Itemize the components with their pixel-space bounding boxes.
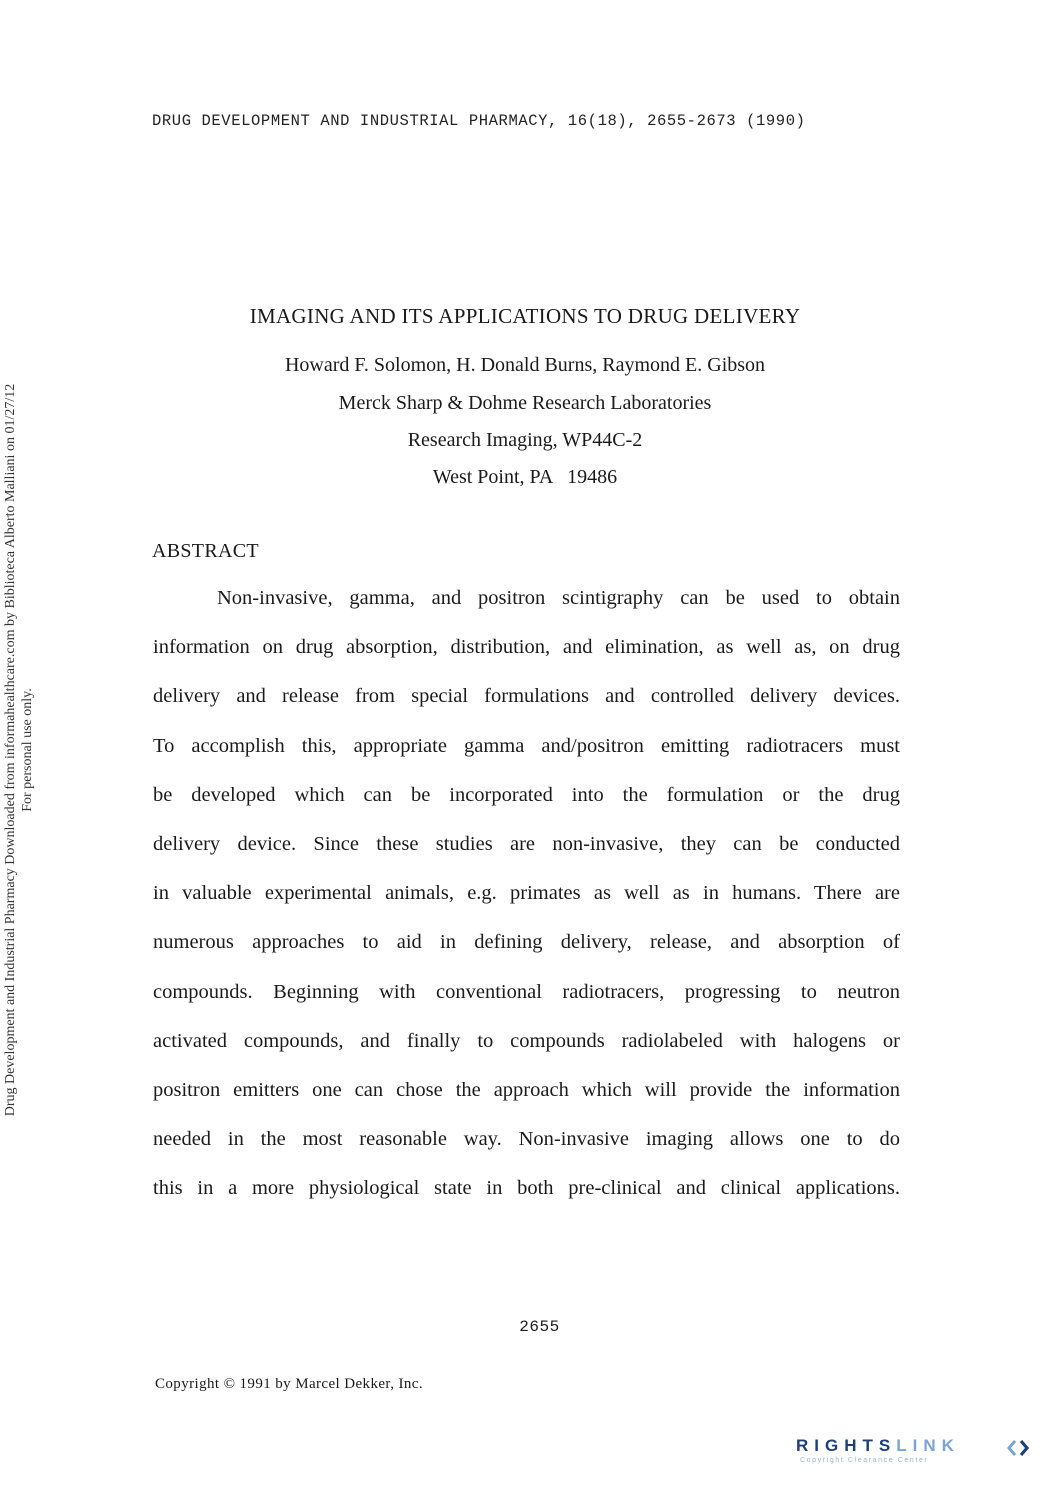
abstract-line: information on drug absorption, distribution, and elimination, as well as, on drug: [153, 636, 900, 659]
logo-tagline: Copyright Clearance Center: [800, 1457, 929, 1464]
abstract-line: delivery device. Since these studies are non-invasive, they can be conducted: [153, 832, 900, 855]
abstract-line: delivery and release from special formulations and controlled delivery devices.: [153, 685, 900, 708]
abstract-line: Non-invasive, gamma, and positron scintigraphy can be used to obtain: [217, 587, 900, 609]
journal-citation: DRUG DEVELOPMENT AND INDUSTRIAL PHARMACY, 16(18), 2655-2673 (1990): [152, 112, 806, 130]
watermark-line-2: For personal use only.: [20, 688, 35, 812]
logo-text-rights: RIGHTS: [796, 1436, 897, 1455]
logo-text-link: LINK: [896, 1436, 960, 1455]
copyright-notice: Copyright © 1991 by Marcel Dekker, Inc.: [155, 1376, 423, 1392]
abstract-line: needed in the most reasonable way. Non-invasive imaging allows one to do: [153, 1128, 900, 1151]
abstract-line: To accomplish this, appropriate gamma and/positron emitting radiotracers must: [153, 734, 900, 757]
author-list: Howard F. Solomon, H. Donald Burns, Raymond E. Gibson: [284, 354, 766, 376]
article-title: IMAGING AND ITS APPLICATIONS TO DRUG DELIVERY: [249, 304, 801, 328]
institution: Merck Sharp & Dohme Research Laboratories: [338, 392, 712, 414]
abstract-line: in valuable experimental animals, e.g. primates as well as in humans. There are: [153, 882, 900, 905]
abstract-line: this in a more physiological state in both pre-clinical and clinical applications.: [153, 1177, 900, 1200]
abstract-line: numerous approaches to aid in defining delivery, release, and absorption of: [153, 931, 900, 954]
chevron-arrows-icon: [1006, 1438, 1032, 1458]
watermark-line-1: Drug Development and Industrial Pharmacy Downloaded from informahealthcare.com by Biblioteca Alberto Malliani on 01/27/12: [3, 383, 18, 1117]
abstract-line: be developed which can be incorporated into the formulation or the drug: [153, 783, 900, 806]
department: Research Imaging, WP44C-2: [407, 429, 643, 451]
abstract-line: positron emitters one can chose the approach which will provide the information: [153, 1078, 900, 1101]
rightslink-logo[interactable]: [796, 1436, 1032, 1472]
abstract-line: activated compounds, and finally to compounds radiolabeled with halogens or: [153, 1029, 900, 1052]
abstract-line: compounds. Beginning with conventional radiotracers, progressing to neutron: [153, 980, 900, 1003]
address: West Point, PA 19486: [432, 466, 618, 488]
abstract-body: [153, 583, 900, 1222]
abstract-heading: ABSTRACT: [152, 540, 259, 562]
page-number: 2655: [519, 1318, 560, 1336]
